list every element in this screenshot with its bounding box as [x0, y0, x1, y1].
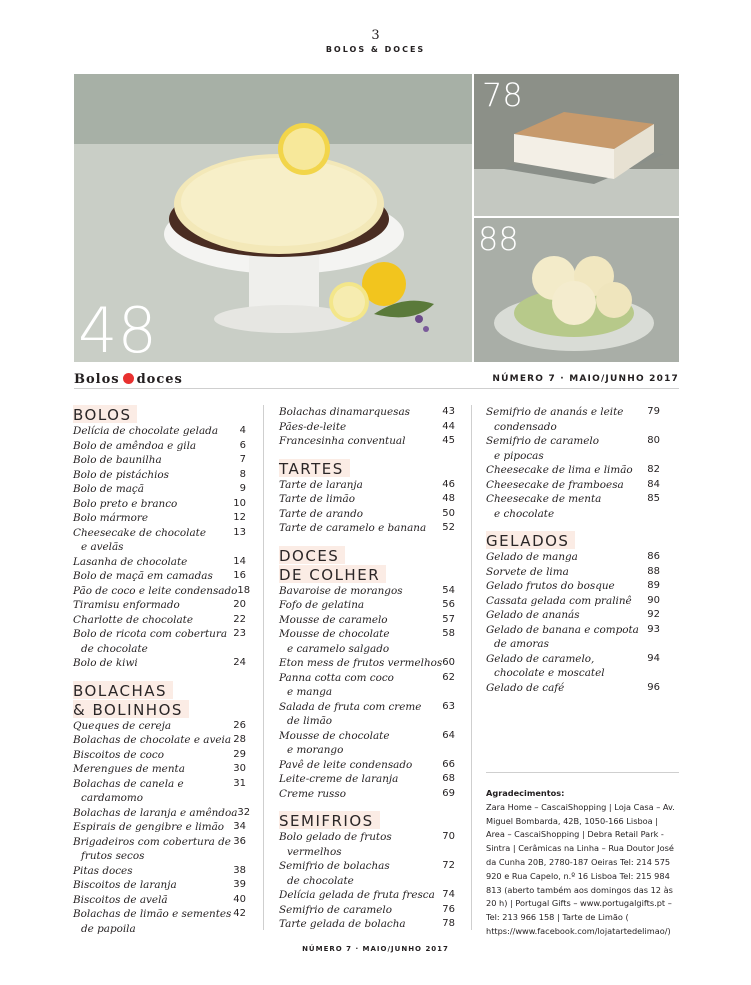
recipe-title: Brigadeiros com cobertura de [73, 835, 231, 848]
toc-entry [73, 598, 246, 613]
page-number-ref: 38 [233, 864, 246, 876]
page-number-ref: 6 [239, 439, 246, 451]
toc-entry [279, 613, 455, 628]
page-number-ref: 90 [647, 594, 660, 606]
page-number-ref: 20 [233, 599, 246, 610]
toc-entry [279, 584, 455, 599]
toc-entry [73, 820, 246, 835]
recipe-title: Semifrio de bolachas [279, 860, 390, 872]
page-number-ref: 48 [442, 493, 455, 504]
recipe-title: condensado [494, 420, 557, 433]
recipe-title: Cassata gelada com pralinê [486, 594, 632, 607]
toc-entry [279, 642, 455, 657]
page-number-ref: 14 [233, 555, 246, 567]
ice-cream-photo [474, 218, 679, 362]
page-ref-88: 88 [478, 220, 519, 258]
toc-column-3 [486, 405, 660, 695]
page-number-ref: 68 [442, 773, 455, 784]
page-number-ref: 58 [442, 628, 455, 639]
recipe-title: Leite-creme de laranja [279, 773, 399, 785]
page-number-ref: 45 [442, 435, 455, 446]
recipe-title: Charlotte de chocolate [73, 613, 193, 626]
recipe-title: Pavê de leite condensado [279, 758, 413, 771]
page-number-ref: 8 [239, 468, 246, 480]
toc-entry [279, 700, 455, 715]
recipe-title: Salada de fruta com creme [279, 700, 422, 713]
page-number-ref: 23 [233, 628, 246, 639]
toc-entry [73, 453, 246, 468]
recipe-title: Tarte de arando [279, 507, 363, 520]
toc-entry [73, 806, 251, 821]
category-heading: DE COLHER [279, 565, 386, 583]
recipe-title: chocolate e moscatel [494, 667, 605, 679]
recipe-title: Pães-de-leite [279, 420, 347, 433]
toc-entry [73, 656, 246, 671]
masthead [74, 372, 679, 389]
page-number-ref: 28 [233, 734, 246, 745]
recipe-title: Merengues de menta [73, 763, 185, 775]
toc-entry [279, 627, 455, 642]
recipe-title: Cheesecake de lima e limão [486, 464, 633, 476]
toc-entry [486, 623, 660, 638]
page-number-ref: 46 [442, 478, 455, 490]
toc-entry [279, 830, 455, 845]
recipe-title: Bolo de kiwi [73, 657, 138, 669]
recipe-title: Lasanha de chocolate [73, 555, 188, 568]
page-number-ref: 89 [647, 580, 660, 591]
recipe-title: Tarte gelada de bolacha [279, 918, 406, 930]
toc-entry [73, 439, 246, 454]
brand-word-left: Bolos [74, 372, 120, 387]
page-number-ref: 12 [233, 512, 246, 523]
recipe-title: Biscoitos de avelã [73, 893, 168, 906]
toc-entry [279, 903, 455, 918]
column-divider [471, 405, 472, 930]
recipe-title: Biscoitos de laranja [73, 879, 177, 891]
recipe-title: e morango [287, 744, 344, 756]
toc-entry [486, 550, 660, 565]
brand-dot-icon [123, 373, 134, 384]
page-number-ref: 16 [233, 570, 246, 581]
page-number-ref: 66 [442, 758, 455, 770]
acknowledgements-text: Zara Home – CascaiShopping | Loja Casa – Av. Miguel Bombarda, 42B, 1050-166 Lisboa | Area – CascaiShopping | Debra Retail Park - Sintra | Cerâmicas na Linha – Rua Doutor José da Cunha 20B, 2780-187 Oeiras Tel: 214 575 920 e Rua Capelo, n.º 16 Lisboa Tel: 215 984 813 (aberto também aos domingos das 12 às 20 h) | Portugal Gifts – www.portugalgifts.pt – Tel: 213 966 158 | Tarte de Limão ( https://www.facebook.com/lojatartedelimao/) [486, 801, 675, 936]
toc-entry [279, 671, 455, 686]
toc-entry [279, 521, 455, 536]
toc-entry [486, 463, 660, 478]
page-number-ref: 94 [647, 652, 660, 664]
category-heading: BOLACHAS [73, 681, 173, 699]
toc-entry [486, 637, 660, 652]
lemon-tart-photo [74, 74, 472, 362]
toc-entry [73, 762, 246, 777]
toc-entry [73, 642, 246, 657]
recipe-title: Bolachas de canela e [73, 777, 184, 790]
toc-entry [279, 714, 455, 729]
recipe-title: Bolo de ricota com cobertura [73, 628, 228, 640]
recipe-title: de limão [287, 715, 333, 727]
page-number-ref: 62 [442, 671, 455, 683]
page-number-ref: 43 [442, 406, 455, 417]
toc-entry [279, 507, 455, 522]
toc-entry [486, 652, 660, 667]
recipe-title: Bolo de pistáchios [73, 468, 169, 481]
recipe-title: de papoila [81, 922, 136, 935]
acknowledgements-title: Agradecimentos: [486, 788, 565, 798]
brand-logo [74, 372, 183, 387]
page-number-ref: 39 [233, 879, 246, 890]
toc-entry [279, 888, 455, 903]
recipe-title: vermelhos [287, 845, 342, 858]
toc-entry [486, 405, 660, 420]
toc-entry [73, 835, 246, 850]
recipe-title: Gelado de caramelo, [486, 652, 595, 665]
page-ref-48: 48 [78, 294, 157, 362]
recipe-title: Tarte de caramelo e banana [279, 522, 427, 534]
page-number-ref: 93 [647, 623, 660, 635]
toc-entry [279, 772, 455, 787]
recipe-title: Gelado de banana e compota [486, 623, 639, 636]
toc-entry [279, 787, 455, 802]
recipe-title: Bolo mármore [73, 512, 149, 524]
toc-entry [279, 492, 455, 507]
recipe-title: e pipocas [494, 449, 544, 462]
category-heading: & BOLINHOS [73, 700, 189, 718]
toc-entry [279, 859, 455, 874]
page-number-ref: 7 [239, 454, 246, 465]
toc-entry [486, 478, 660, 493]
recipe-title: Delícia gelada de fruta fresca [279, 889, 435, 901]
column-divider [263, 405, 264, 930]
page-number-ref: 52 [442, 522, 455, 533]
page-number-ref: 30 [233, 763, 246, 774]
toc-entry [486, 492, 660, 507]
page-number-ref: 56 [442, 599, 455, 610]
toc-entry [486, 420, 660, 435]
recipe-title: Bolachas de laranja e amêndoa [73, 806, 238, 819]
category-heading: TARTES [279, 459, 350, 477]
page-number-ref: 18 [237, 584, 251, 596]
page-number-ref: 13 [233, 526, 246, 538]
toc-entry [73, 733, 246, 748]
recipe-title: Bolo gelado de frutos [279, 831, 392, 843]
page-number-ref: 34 [233, 821, 246, 832]
toc-entry [73, 627, 246, 642]
acknowledgements [486, 772, 679, 939]
recipe-title: Bavaroise de morangos [279, 584, 403, 597]
toc-entry [73, 907, 246, 922]
toc-entry [279, 420, 455, 435]
toc-entry [73, 584, 251, 599]
page-number-ref: 88 [647, 565, 660, 577]
semifrio-photo [474, 74, 679, 216]
page-number-ref: 24 [233, 657, 246, 668]
toc-entry [279, 743, 455, 758]
recipe-title: Creme russo [279, 787, 346, 800]
page-number-ref: 86 [647, 551, 660, 562]
toc-entry [73, 482, 246, 497]
page-number-ref: 64 [442, 729, 455, 741]
recipe-title: Semifrio de caramelo [486, 435, 599, 447]
footer: NÚMERO 7 · MAIO/JUNHO 2017 [302, 945, 449, 953]
category-heading: SEMIFRIOS [279, 811, 380, 829]
recipe-title: Mousse de caramelo [279, 613, 388, 626]
recipe-title: de amoras [494, 638, 549, 650]
recipe-title: Bolo de amêndoa e gila [73, 439, 197, 452]
toc-entry [73, 613, 246, 628]
recipe-title: Gelado de ananás [486, 609, 580, 621]
recipe-title: Sorvete de lima [486, 565, 569, 578]
page-number-ref: 57 [442, 613, 455, 625]
page-ref-78: 78 [482, 76, 523, 114]
page-number-ref: 72 [442, 860, 455, 871]
page-number-ref: 69 [442, 787, 455, 799]
recipe-title: Tarte de laranja [279, 478, 363, 491]
toc-entry [73, 893, 246, 908]
recipe-title: Espirais de gengibre e limão [73, 821, 225, 833]
toc-entry [73, 719, 246, 734]
recipe-title: e caramelo salgado [287, 642, 390, 655]
toc-entry [73, 468, 246, 483]
toc-entry [73, 922, 246, 937]
page-number-ref: 4 [239, 425, 246, 436]
recipe-title: Gelado de manga [486, 551, 578, 563]
recipe-title: Mousse de chocolate [279, 628, 390, 640]
recipe-title: Pão de coco e leite condensado [73, 584, 238, 597]
recipe-title: Bolachas de chocolate e aveia [73, 734, 232, 746]
toc-column-2 [279, 405, 455, 932]
toc-entry [279, 656, 455, 671]
recipe-title: Semifrio de caramelo [279, 903, 392, 916]
page-number-ref: 92 [647, 609, 660, 620]
toc-entry [486, 608, 660, 623]
toc-entry [73, 555, 246, 570]
toc-entry [279, 405, 455, 420]
recipe-title: Bolo de maçã [73, 483, 144, 495]
toc-entry [73, 777, 246, 792]
category-heading: GELADOS [486, 531, 575, 549]
toc-entry [279, 758, 455, 773]
recipe-title: Francesinha conventual [279, 435, 406, 447]
page-number-ref: 54 [442, 584, 455, 596]
recipe-title: Bolachas de limão e sementes [73, 908, 232, 920]
page-number-ref: 70 [442, 831, 455, 842]
recipe-title: Bolo de maçã em camadas [73, 570, 213, 582]
recipe-title: Cheesecake de menta [486, 493, 602, 505]
category-heading: DOCES [279, 546, 345, 564]
toc-entry [486, 449, 660, 464]
recipe-title: Semifrio de ananás e leite [486, 406, 624, 418]
page-number-ref: 63 [442, 700, 455, 712]
recipe-title: frutos secos [81, 850, 145, 862]
toc-entry [279, 434, 455, 449]
toc-entry [486, 565, 660, 580]
toc-column-1 [73, 405, 251, 936]
page-number-ref: 76 [442, 903, 455, 915]
toc-entry [486, 507, 660, 522]
recipe-title: Eton mess de frutos vermelhos [279, 657, 443, 669]
page-number-ref: 85 [647, 493, 660, 504]
page-number-ref: 74 [442, 889, 455, 900]
recipe-title: Tiramisu enformado [73, 599, 180, 611]
recipe-title: Gelado frutos do bosque [486, 580, 615, 592]
page-number-ref: 32 [237, 806, 251, 818]
page-number-ref: 31 [233, 777, 246, 789]
toc-entry [73, 791, 246, 806]
recipe-title: e manga [287, 686, 333, 698]
toc-entry [279, 598, 455, 613]
page-number-ref: 10 [233, 497, 246, 509]
recipe-title: Mousse de chocolate [279, 729, 390, 742]
issue-label: NÚMERO 7 · MAIO/JUNHO 2017 [492, 374, 679, 384]
page-number-ref: 79 [647, 406, 660, 417]
toc-entry [486, 681, 660, 696]
toc-entry [73, 849, 246, 864]
page-number-ref: 60 [442, 657, 455, 668]
recipe-title: cardamomo [81, 792, 144, 804]
recipe-title: de chocolate [287, 874, 354, 887]
toc-entry [73, 526, 246, 541]
page-number-ref: 42 [233, 908, 246, 919]
toc-entry [486, 594, 660, 609]
toc-entry [279, 729, 455, 744]
brand-word-right: doces [136, 372, 183, 387]
recipe-title: Fofo de gelatina [279, 599, 365, 611]
page-number-ref: 82 [647, 464, 660, 475]
recipe-title: Gelado de café [486, 681, 565, 694]
recipe-title: Tarte de limão [279, 493, 355, 505]
page-number-ref: 96 [647, 681, 660, 693]
recipe-title: Queques de cereja [73, 719, 172, 732]
recipe-title: Bolo de baunilha [73, 454, 162, 466]
recipe-title: Cheesecake de framboesa [486, 478, 624, 491]
page-number-ref: 22 [233, 613, 246, 625]
toc-entry [279, 845, 455, 860]
page-number-ref: 40 [233, 893, 246, 905]
toc-entry [73, 497, 246, 512]
page-number-ref: 80 [647, 435, 660, 446]
recipe-title: e avelãs [81, 541, 124, 553]
recipe-title: Bolachas dinamarquesas [279, 406, 410, 418]
toc-entry [279, 685, 455, 700]
page-number-ref: 9 [239, 483, 246, 494]
toc-entry [73, 748, 246, 763]
toc-entry [486, 434, 660, 449]
toc-entry [486, 579, 660, 594]
page-number-ref: 84 [647, 478, 660, 490]
toc-entry [279, 874, 455, 889]
toc-entry [486, 666, 660, 681]
category-heading: BOLOS [73, 405, 137, 423]
page-number-ref: 36 [233, 835, 246, 847]
recipe-title: Biscoitos de coco [73, 748, 165, 761]
page-number-ref: 44 [442, 420, 455, 432]
toc-entry [73, 864, 246, 879]
toc-entry [73, 569, 246, 584]
recipe-title: de chocolate [81, 642, 148, 655]
page-number: 3 [371, 28, 380, 43]
toc-entry [73, 424, 246, 439]
recipe-title: Panna cotta com coco [279, 671, 394, 684]
page-number-ref: 78 [442, 918, 455, 929]
section-heading: BOLOS & DOCES [325, 45, 426, 54]
toc-entry [279, 917, 455, 932]
page-number-ref: 29 [233, 748, 246, 760]
recipe-title: Bolo preto e branco [73, 497, 178, 510]
recipe-title: Cheesecake de chocolate [73, 526, 206, 539]
toc-entry [73, 878, 246, 893]
recipe-title: Delícia de chocolate gelada [73, 425, 219, 437]
page-number-ref: 26 [233, 719, 246, 731]
recipe-title: e chocolate [494, 507, 555, 520]
page-number-ref: 50 [442, 507, 455, 519]
toc-entry [73, 511, 246, 526]
toc-entry [73, 540, 246, 555]
toc-entry [279, 478, 455, 493]
recipe-title: Pitas doces [73, 864, 133, 877]
